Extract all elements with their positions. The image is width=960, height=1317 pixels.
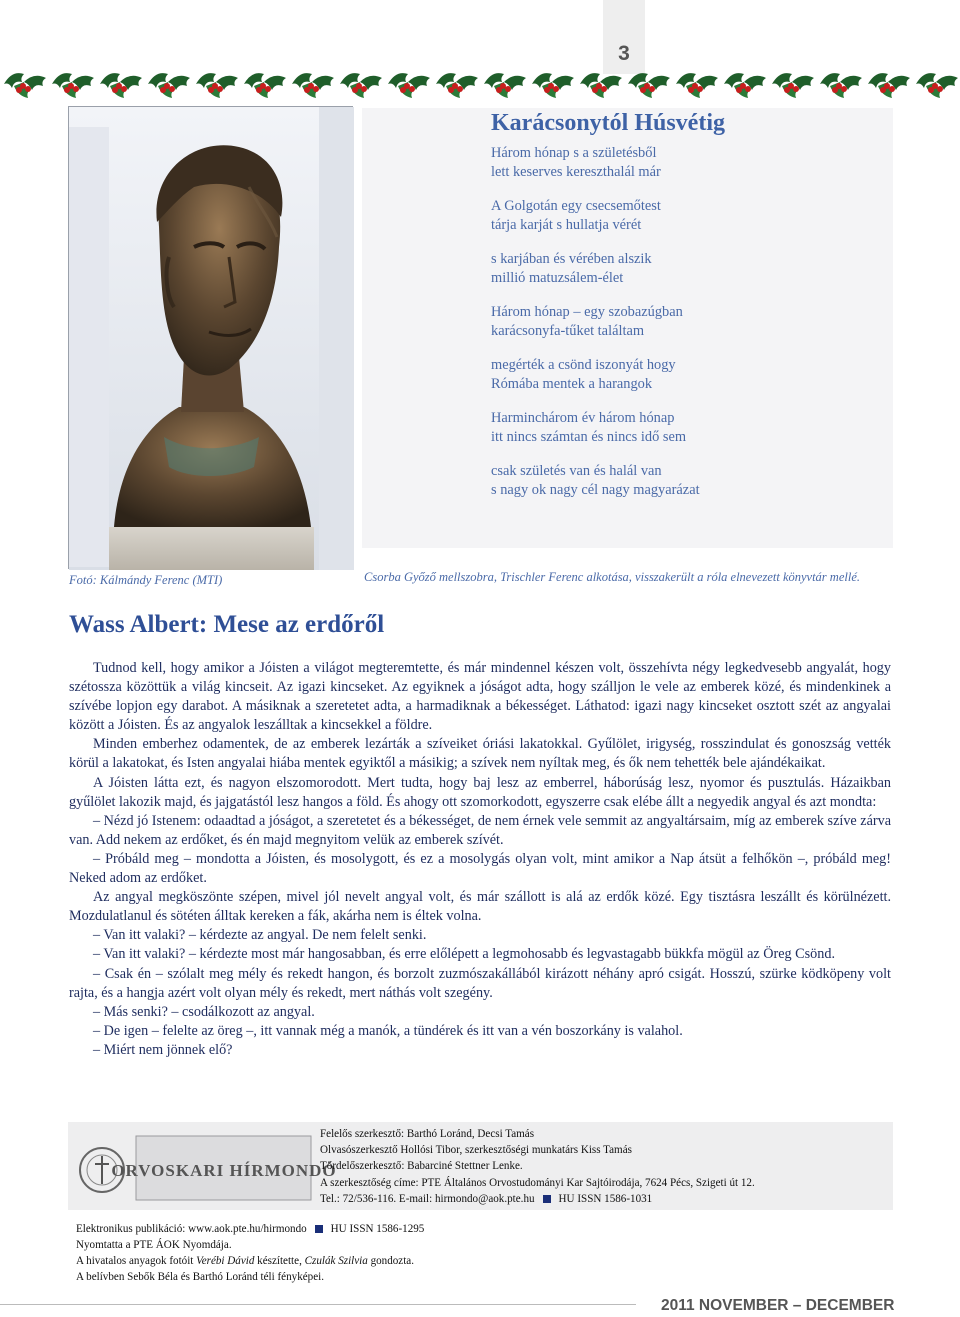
poem-stanza [491, 409, 886, 447]
printer-line: Nyomtatta a PTE ÁOK Nyomdája. [76, 1238, 232, 1251]
photo-editor-name: Czulák Szilvia [304, 1254, 368, 1267]
holly-sprig [340, 73, 382, 98]
issue-date: 2011 NOVEMBER – DECEMBER [661, 1297, 895, 1314]
holly-sprig [628, 73, 670, 98]
story-paragraph: A Jóisten látta ezt, és nagyon elszomorodott. Mert tudta, hogy baj lesz az emberrel, háborúság lesz, nyomor és pusztulás. Házaikban gyűlölet lakozik majd, és jajgatástól lesz hangos a föld. És ahogy ott szomorkodott, egyszerre csak elébe állt a negyedik angyal és azt mondta: [69, 774, 891, 810]
logo-text: ORVOSKARI HÍRMONDÓ [111, 1161, 337, 1180]
story-title: Wass Albert: Mese az erdőről [69, 611, 385, 638]
story-paragraph: – Más senki? – csodálkozott az angyal. [93, 1003, 315, 1020]
holly-sprig [484, 73, 526, 98]
layout-editor-line: Tördelőszerkesztő: Babarciné Stettner Lenke. [320, 1160, 523, 1173]
holly-sprig [820, 73, 862, 98]
contact-text: Tel.: 72/536-116. E-mail: hirmondo@aok.pte.hu [320, 1192, 535, 1205]
story-body [69, 659, 891, 1060]
poem-line: Három hónap s a születésből [491, 145, 657, 161]
poem-line: Három hónap – egy szobazúgban [491, 304, 683, 320]
bullet-square-icon [315, 1225, 323, 1233]
poem-line: s karjában és vérében alszik [491, 251, 652, 267]
proofreader-line: Olvasószerkesztő Hollósi Tibor, szerkesztőségi munkatárs Kiss Tamás [320, 1144, 632, 1157]
holly-sprig [148, 73, 190, 98]
story-paragraph: – Próbáld meg – mondotta a Jóisten, és mosolygott, és ez a mosolygás olyan volt, mint amikor a Nap átsüt a felhőkön –, próbáld meg! Neked adom az erdőket. [69, 850, 891, 887]
publication-info [76, 1222, 616, 1286]
holly-sprig [916, 73, 958, 98]
holly-leaves [4, 73, 958, 98]
page-number: 3 [618, 42, 630, 65]
holly-sprig [388, 73, 430, 98]
bronze-bust-image [69, 107, 354, 570]
holly-sprig [4, 73, 46, 98]
poem-stanza [491, 197, 886, 235]
poem-line: Rómába mentek a harangok [491, 376, 653, 392]
holly-sprig [868, 73, 910, 98]
poem-line: megérték a csönd iszonyát hogy [491, 357, 676, 373]
print-issn: HU ISSN 1586-1031 [558, 1192, 653, 1205]
holly-sprig [292, 73, 334, 98]
poem-title: Karácsonytól Húsvétig [491, 110, 725, 136]
story-paragraph: – Csak én – szólalt meg mély és rekedt hangon, és borzolt zuzmószakállából kirázott néhány apró csigát. Hosszú, szürke ködköpeny volt rajta, és a hangja azért volt olyan mély és rekedt, mert náthás volt szegény. [69, 965, 891, 1001]
colophon-info [320, 1126, 890, 1207]
contact-line [320, 1191, 890, 1207]
poem-line: karácsonyfa-tűket találtam [491, 323, 645, 339]
poem-line: itt nincs számtan és nincs idő sem [491, 429, 687, 445]
holly-sprig [580, 73, 622, 98]
electronic-publication: Elektronikus publikáció: www.aok.pte.hu/hirmondo [76, 1223, 307, 1235]
poem-stanza [491, 462, 886, 500]
poem-stanza [491, 250, 886, 288]
holly-sprig [676, 73, 718, 98]
story-paragraph: – De igen – felelte az öreg –, itt vannak még a manók, a tündérek és itt van a vén boszorkány is valahol. [93, 1022, 683, 1039]
bullet-square-icon [543, 1195, 551, 1203]
photo-credit: Fotó: Kálmándy Ferenc (MTI) [69, 573, 223, 587]
poem-body [491, 144, 886, 515]
holly-sprig [724, 73, 766, 98]
holly-sprig [244, 73, 286, 98]
bottom-rule [0, 1304, 636, 1305]
story-paragraph: – Van itt valaki? – kérdezte most már hangosabban, és erre előlépett a legmohosabb és legvastagabb bükkfa mögül az Öreg Csönd. [93, 946, 835, 963]
editor-line: Felelős szerkesztő: Barthó Loránd, Decsi Tamás [320, 1128, 535, 1140]
holly-sprig [52, 73, 94, 98]
poem-stanza [491, 303, 886, 341]
holly-garland-decoration [0, 62, 960, 102]
address-line: A szerkesztőség címe: PTE Általános Orvostudományi Kar Sajtóirodája, 7624 Pécs, Szigeti út 12. [320, 1176, 755, 1189]
photos-mid: készítette, [254, 1254, 305, 1267]
holly-sprig [436, 73, 478, 98]
poem-line: csak születés van és halál van [491, 463, 662, 479]
holly-sprig [100, 73, 142, 98]
story-paragraph: Tudnod kell, hogy amikor a Jóisten a világot megteremtette, és már mindennel készen volt, összehívta négy legkedvesebb angyalát, hogy szétossza közöttük a világ kincseit. Az igazi kincseket. Az egyiknek a jóságot adta, hogy szálljon le vele az emberek közé, és mindenkinek a szívébe lopjon egy darabot. A másiknak a szeretetet adta, a harmadiknak a békességet. Láthatod: igazi nagy kincseket osztott szét az angyalai között a Jóisten. És az angyalok leszálltak a kincsekkel a földre. [69, 660, 891, 734]
photo-caption: Csorba Győző mellszobra, Trischler Ferenc alkotása, visszakerült a róla elnevezett könyvtár mellé. [364, 570, 860, 584]
cover-photos-line: A belívben Sebők Béla és Barthó Loránd téli fényképei. [76, 1270, 325, 1283]
poem-line: millió matuzsálem-élet [491, 270, 624, 286]
poem-stanza [491, 356, 886, 394]
holly-sprig [772, 73, 814, 98]
story-paragraph: Minden emberhez odamentek, de az emberek lezárták a szíveiket óriási lakatokkal. Gyűlölet, irigység, rosszindulat és gonoszság vették körül a lakatokat, és Isten angyalai hiába mentek egyiktől a másikig; a szívek nem nyíltak meg, és ők nem tehették bele ajándékaikat. [69, 736, 891, 772]
poem-line: s nagy ok nagy cél nagy magyarázat [491, 482, 700, 498]
poem-line: A Golgotán egy csecsemőtest [491, 198, 661, 214]
story-paragraph: – Van itt valaki? – kérdezte az angyal. De nem felelt senki. [93, 927, 427, 944]
poem-line: lett keserves kereszthalál már [491, 164, 661, 180]
poem-line: Harminchárom év három hónap [491, 410, 675, 426]
photos-prefix: A hivatalos anyagok fotóit [76, 1254, 197, 1267]
bust-photo [68, 106, 353, 569]
story-paragraph: Az angyal megköszönte szépen, mivel jól nevelt angyal volt, és már szállott is alá az erdők közé. Egy tisztásra leszállt és körülnézett. Mozdulatlanul és sötéten álltak kereken a fák, akárha nem is éltek volna. [69, 889, 891, 925]
story-paragraph: – Nézd jó Istenem: odaadtad a jóságot, a szeretetet és a békességet, de nem érnek vele semmit az angyaltársaim, míg az emberek szíve zárva van. Add nekem az erdőket, és én majd megnyitom velük az emberek szívét. [69, 812, 891, 848]
poem-line: tárja karját s hullatja vérét [491, 217, 642, 233]
holly-sprig [532, 73, 574, 98]
online-issn: HU ISSN 1586-1295 [330, 1223, 425, 1235]
photos-line [76, 1254, 616, 1270]
photographer-name: Verébi Dávid [196, 1254, 255, 1267]
story-paragraph: – Miért nem jönnek elő? [93, 1041, 233, 1058]
holly-sprig [196, 73, 238, 98]
orvoskari-hirmondo-logo [78, 1126, 337, 1208]
photos-suffix: gondozta. [367, 1254, 415, 1267]
poem-stanza [491, 144, 886, 182]
electronic-publication-line [76, 1222, 616, 1238]
